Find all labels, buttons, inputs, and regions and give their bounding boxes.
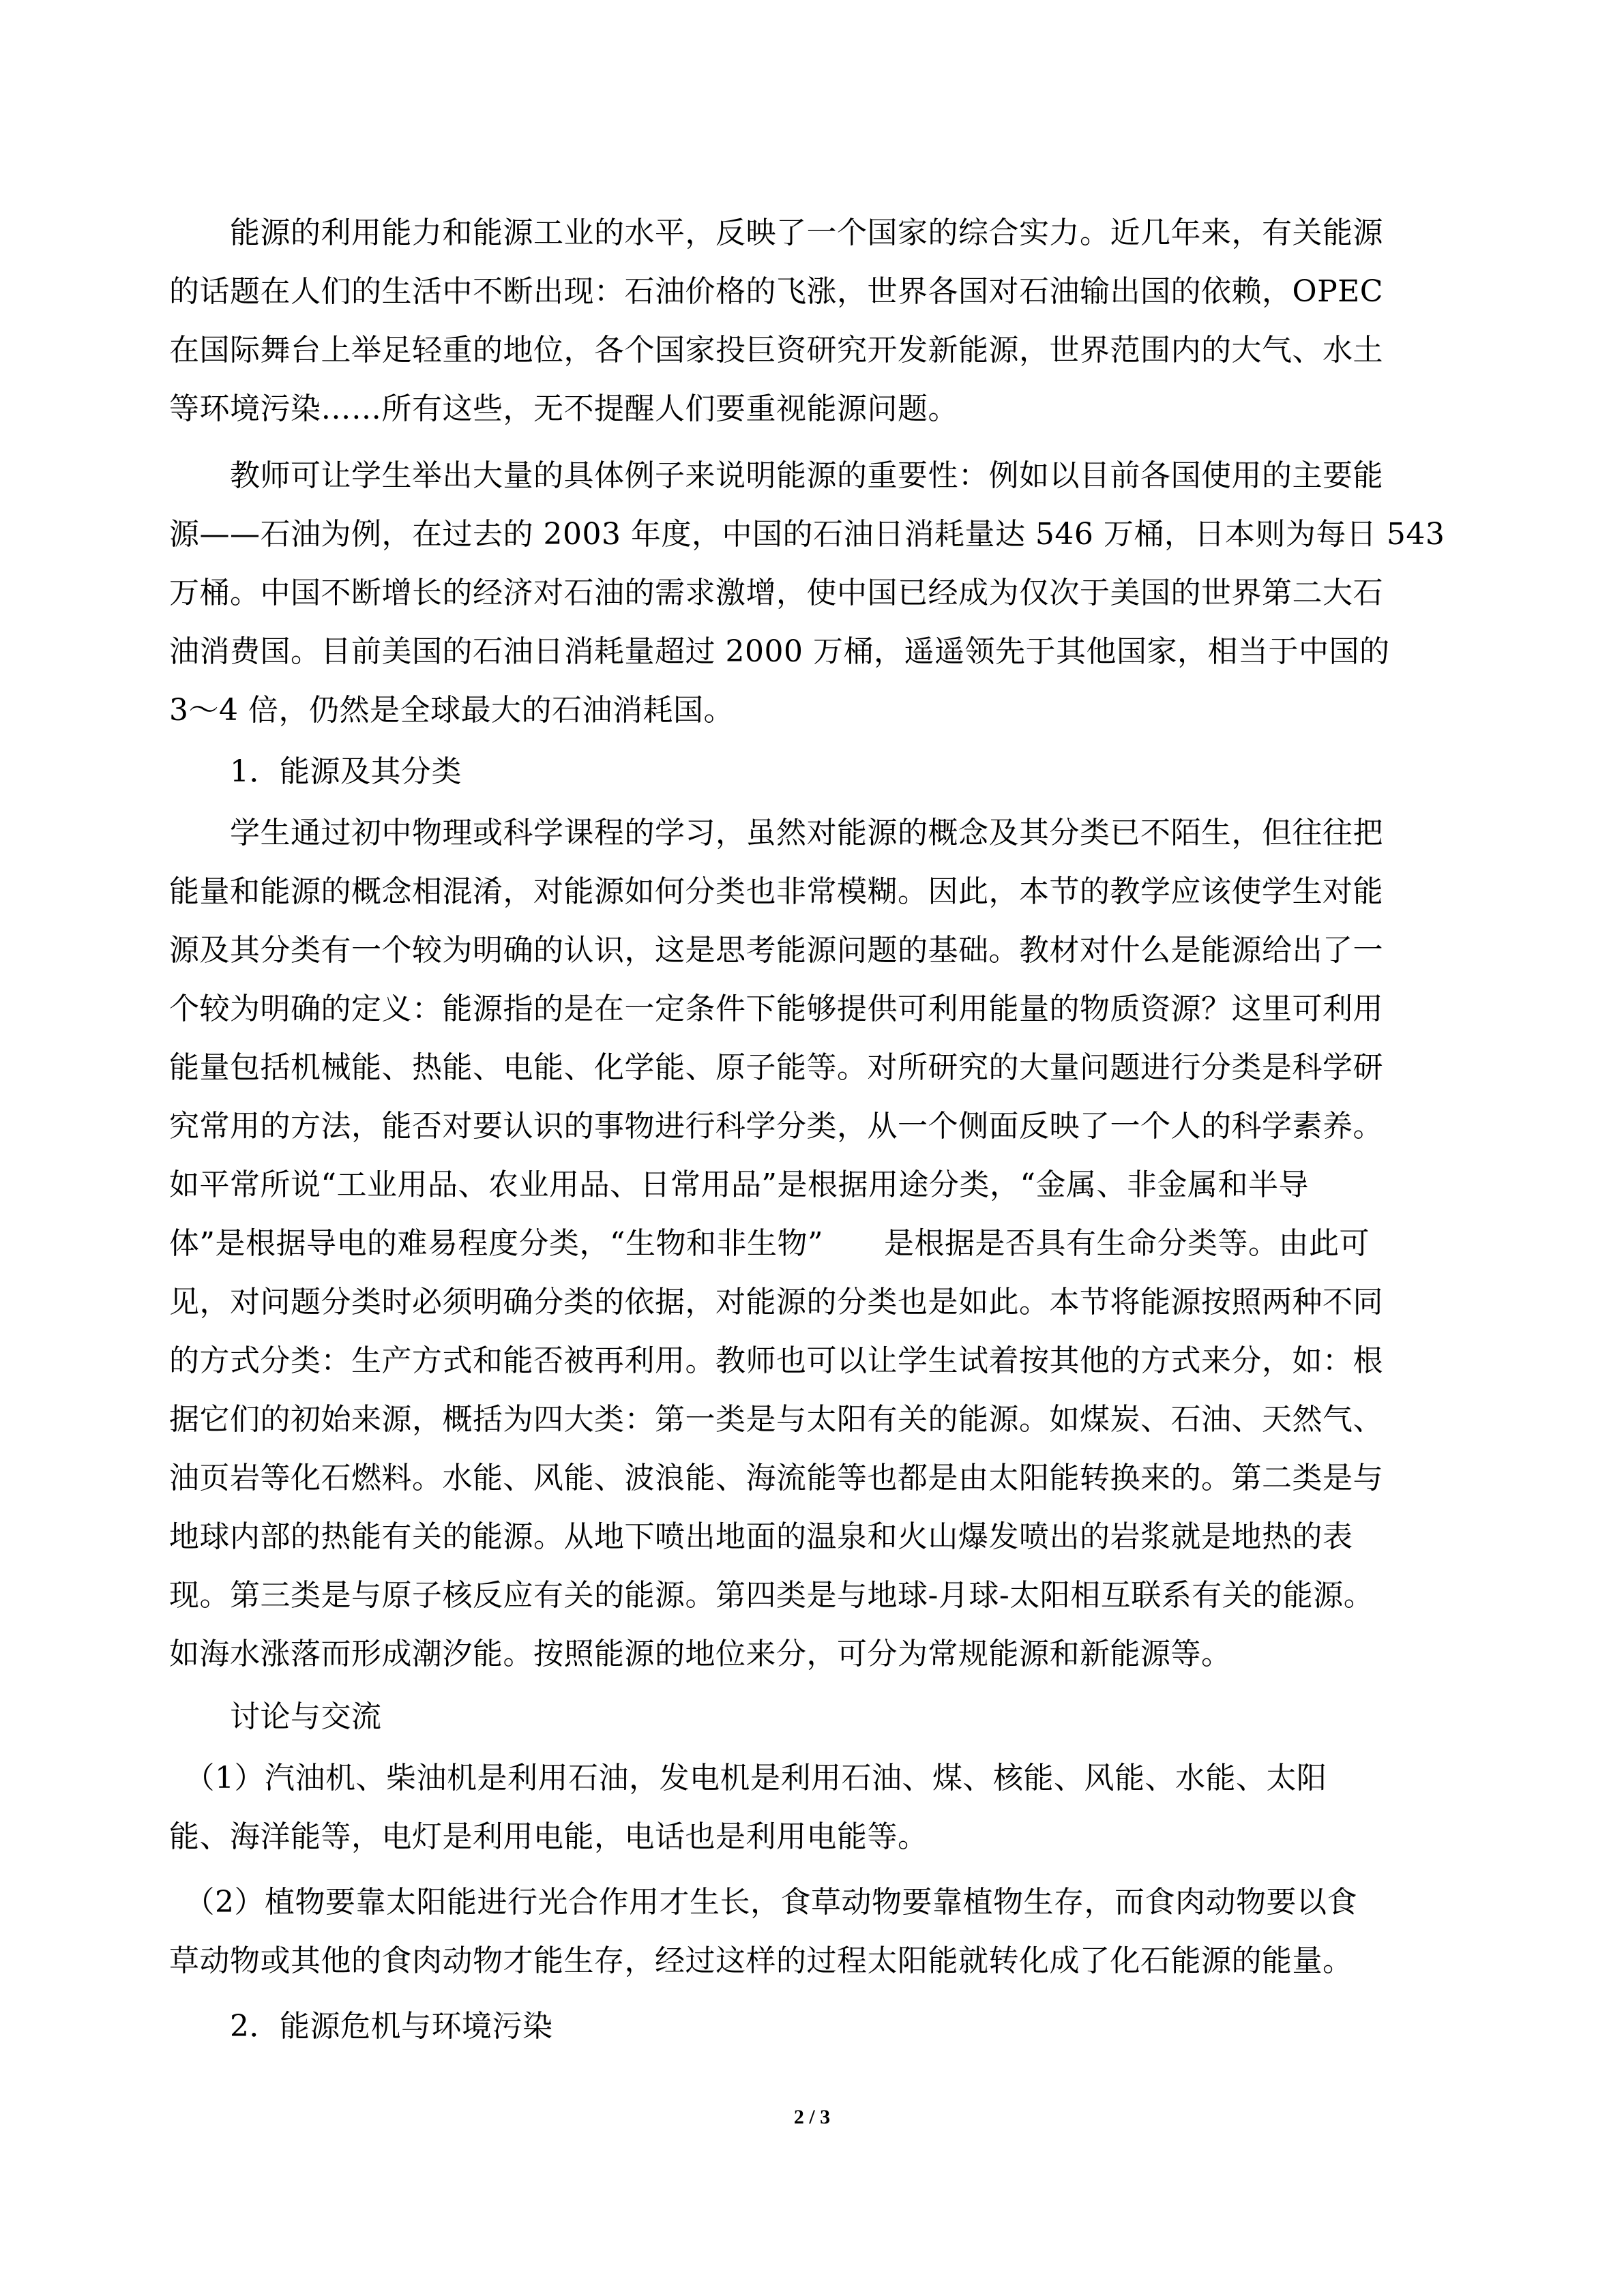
text-line: 个较为明确的定义：能源指的是在一定条件下能够提供可利用能量的物质资源？这里可利用 xyxy=(169,992,1383,1026)
text-line: 据它们的初始来源，概括为四大类：第一类是与太阳有关的能源。如煤炭、石油、天然气、 xyxy=(169,1402,1383,1437)
text-line: 万桶。中国不断增长的经济对石油的需求激增，使中国已经成为仅次于美国的世界第二大石 xyxy=(169,576,1383,610)
text-line: 地球内部的热能有关的能源。从地下喷出地面的温泉和火山爆发喷出的岩浆就是地热的表 xyxy=(169,1519,1353,1554)
text-line: （1）汽油机、柴油机是利用石油，发电机是利用石油、煤、核能、风能、水能、太阳 xyxy=(169,1761,1327,1795)
text-line: 能量和能源的概念相混淆，对能源如何分类也非常模糊。因此，本节的教学应该使学生对能 xyxy=(169,874,1383,909)
text-line: 现。第三类是与原子核反应有关的能源。第四类是与地球-月球-太阳相互联系有关的能源。 xyxy=(169,1578,1374,1613)
text-line: 能、海洋能等，电灯是利用电能，电话也是利用电能等。 xyxy=(169,1819,928,1854)
text-line: 如海水涨落而形成潮汐能。按照能源的地位来分，可分为常规能源和新能源等。 xyxy=(169,1637,1232,1671)
text-line: 油页岩等化石燃料。水能、风能、波浪能、海流能等也都是由太阳能转换来的。第二类是与 xyxy=(169,1461,1383,1495)
text-line: 3～4 倍，仍然是全球最大的石油消耗国。 xyxy=(169,693,734,728)
text-line: 油消费国。目前美国的石油日消耗量超过 2000 万桶，遥遥领先于其他国家，相当于中国的 xyxy=(169,634,1390,669)
text-line: 如平常所说“工业用品、农业用品、日常用品”是根据用途分类，“金属、非金属和半导 xyxy=(169,1167,1309,1202)
text-line: 草动物或其他的食肉动物才能生存，经过这样的过程太阳能就转化成了化石能源的能量。 xyxy=(169,1943,1353,1978)
section-heading: 讨论与交流 xyxy=(169,1699,382,1734)
text-line: 见，对问题分类时必须明确分类的依据，对能源的分类也是如此。本节将能源按照两种不同 xyxy=(169,1285,1383,1320)
text-line: 源——石油为例，在过去的 2003 年度，中国的石油日消耗量达 546 万桶，日本则为每日 543 xyxy=(169,517,1445,552)
text-line: 在国际舞台上举足轻重的地位，各个国家投巨资研究开发新能源，世界范围内的大气、水土 xyxy=(169,333,1383,368)
text-line: 究常用的方法，能否对要认识的事物进行科学分类，从一个侧面反映了一个人的科学素养。 xyxy=(169,1109,1383,1144)
text-line: 等环境污染……所有这些，无不提醒人们要重视能源问题。 xyxy=(169,391,958,426)
text-line: 源及其分类有一个较为明确的认识，这是思考能源问题的基础。教材对什么是能源给出了一 xyxy=(169,933,1383,968)
text-line: 能量包括机械能、热能、电能、化学能、原子能等。对所研究的大量问题进行分类是科学研 xyxy=(169,1050,1383,1085)
text-line: 的话题在人们的生活中不断出现：石油价格的飞涨，世界各国对石油输出国的依赖，OPEC xyxy=(169,274,1383,309)
section-heading: 2．能源危机与环境污染 xyxy=(169,2009,553,2044)
section-heading: 1．能源及其分类 xyxy=(169,754,462,789)
text-line: 学生通过初中物理或科学课程的学习，虽然对能源的概念及其分类已不陌生，但往往把 xyxy=(169,816,1383,850)
page-number: 2 / 3 xyxy=(793,2106,831,2128)
text-line: 体”是根据导电的难易程度分类，“生物和非生物” 是根据是否具有生命分类等。由此可 xyxy=(169,1226,1370,1261)
text-line: 能源的利用能力和能源工业的水平，反映了一个国家的综合实力。近几年来，有关能源 xyxy=(169,215,1383,250)
text-line: （2）植物要靠太阳能进行光合作用才生长，食草动物要靠植物生存，而食肉动物要以食 xyxy=(169,1885,1357,1920)
text-line: 的方式分类：生产方式和能否被再利用。教师也可以让学生试着按其他的方式来分，如：根 xyxy=(169,1343,1383,1378)
text-line: 教师可让学生举出大量的具体例子来说明能源的重要性：例如以目前各国使用的主要能 xyxy=(169,458,1383,493)
